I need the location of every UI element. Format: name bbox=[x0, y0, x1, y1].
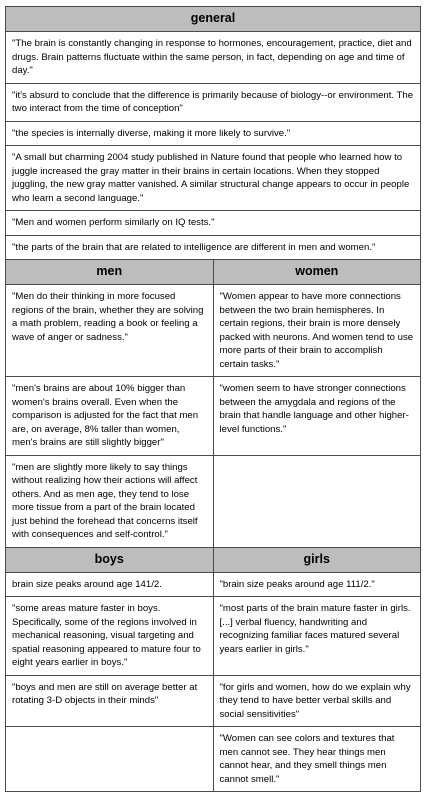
women-cell: "women seem to have stronger connections between the amygdala and regions of the brain that handle language and other higher-level functions." bbox=[213, 377, 421, 456]
men-cell: "Men do their thinking in more focused regions of the brain, whether they are solving a math problem, reading a book or feeling a wave of anger or sadness." bbox=[6, 285, 214, 377]
women-cell bbox=[213, 455, 421, 547]
general-quote: "the species is internally diverse, making it more likely to survive." bbox=[6, 121, 421, 146]
men-women-row bbox=[6, 377, 421, 456]
boys-cell: brain size peaks around age 141/2. bbox=[6, 572, 214, 597]
boys-header: boys bbox=[6, 547, 214, 572]
women-cell: "Women appear to have more connections between the two brain hemispheres. In certain regions, their brain is more densely packed with neurons. And women tend to use more parts of their brain to accomplish certain tasks." bbox=[213, 285, 421, 377]
general-row bbox=[6, 146, 421, 211]
girls-cell: "for girls and women, how do we explain why they tend to have better verbal skills and social sensitivities" bbox=[213, 675, 421, 727]
girls-cell: "brain size peaks around age 111/2." bbox=[213, 572, 421, 597]
general-quote: "it's absurd to conclude that the difference is primarily because of biology--or environment. The two interact from the time of conception" bbox=[6, 83, 421, 121]
men-women-header-row bbox=[6, 260, 421, 285]
general-row bbox=[6, 235, 421, 260]
general-quote: "A small but charming 2004 study published in Nature found that people who learned how to juggle increased the gray matter in their brains in certain locations. When they stopped juggling, the new gray matter vanished. A similar structural change appears to occur in people who learn a second language." bbox=[6, 146, 421, 211]
men-women-row bbox=[6, 455, 421, 547]
general-quote: "Men and women perform similarly on IQ tests." bbox=[6, 211, 421, 236]
boys-girls-row bbox=[6, 597, 421, 676]
general-quote: "The brain is constantly changing in response to hormones, encouragement, practice, diet and drugs. Brain patterns fluctuate within the same person, in fact, depending on age and time of day." bbox=[6, 32, 421, 84]
general-header-row bbox=[6, 7, 421, 32]
general-row bbox=[6, 83, 421, 121]
comparison-table bbox=[5, 6, 421, 792]
men-header: men bbox=[6, 260, 214, 285]
general-row bbox=[6, 121, 421, 146]
boys-cell: "boys and men are still on average better at rotating 3-D objects in their minds" bbox=[6, 675, 214, 727]
women-header: women bbox=[213, 260, 421, 285]
girls-cell: "Women can see colors and textures that men cannot see. They hear things men cannot hear, and they smell things men cannot smell." bbox=[213, 727, 421, 792]
girls-header: girls bbox=[213, 547, 421, 572]
general-row bbox=[6, 211, 421, 236]
men-cell: "men's brains are about 10% bigger than women's brains overall. Even when the comparison is adjusted for the fact that men are, on average, 8% taller than women, men's brains are still slightly bigger" bbox=[6, 377, 214, 456]
men-women-row bbox=[6, 285, 421, 377]
boys-girls-row bbox=[6, 572, 421, 597]
general-header: general bbox=[6, 7, 421, 32]
boys-cell: "some areas mature faster in boys. Specifically, some of the regions involved in mechanical reasoning, visual targeting and spatial reasoning appeared to mature four to eight years earlier in boys." bbox=[6, 597, 214, 676]
boys-girls-row bbox=[6, 727, 421, 792]
boys-cell bbox=[6, 727, 214, 792]
general-quote: "the parts of the brain that are related to intelligence are different in men and women." bbox=[6, 235, 421, 260]
boys-girls-row bbox=[6, 675, 421, 727]
girls-cell: "most parts of the brain mature faster in girls. [...] verbal fluency, handwriting and recognizing familiar faces matured several years earlier in girls." bbox=[213, 597, 421, 676]
boys-girls-header-row bbox=[6, 547, 421, 572]
men-cell: "men are slightly more likely to say things without realizing how their actions will affect others. And as men age, they tend to lose more tissue from a part of the brain located just behind the forehead that concerns itself with consequences and self-control." bbox=[6, 455, 214, 547]
general-row bbox=[6, 32, 421, 84]
